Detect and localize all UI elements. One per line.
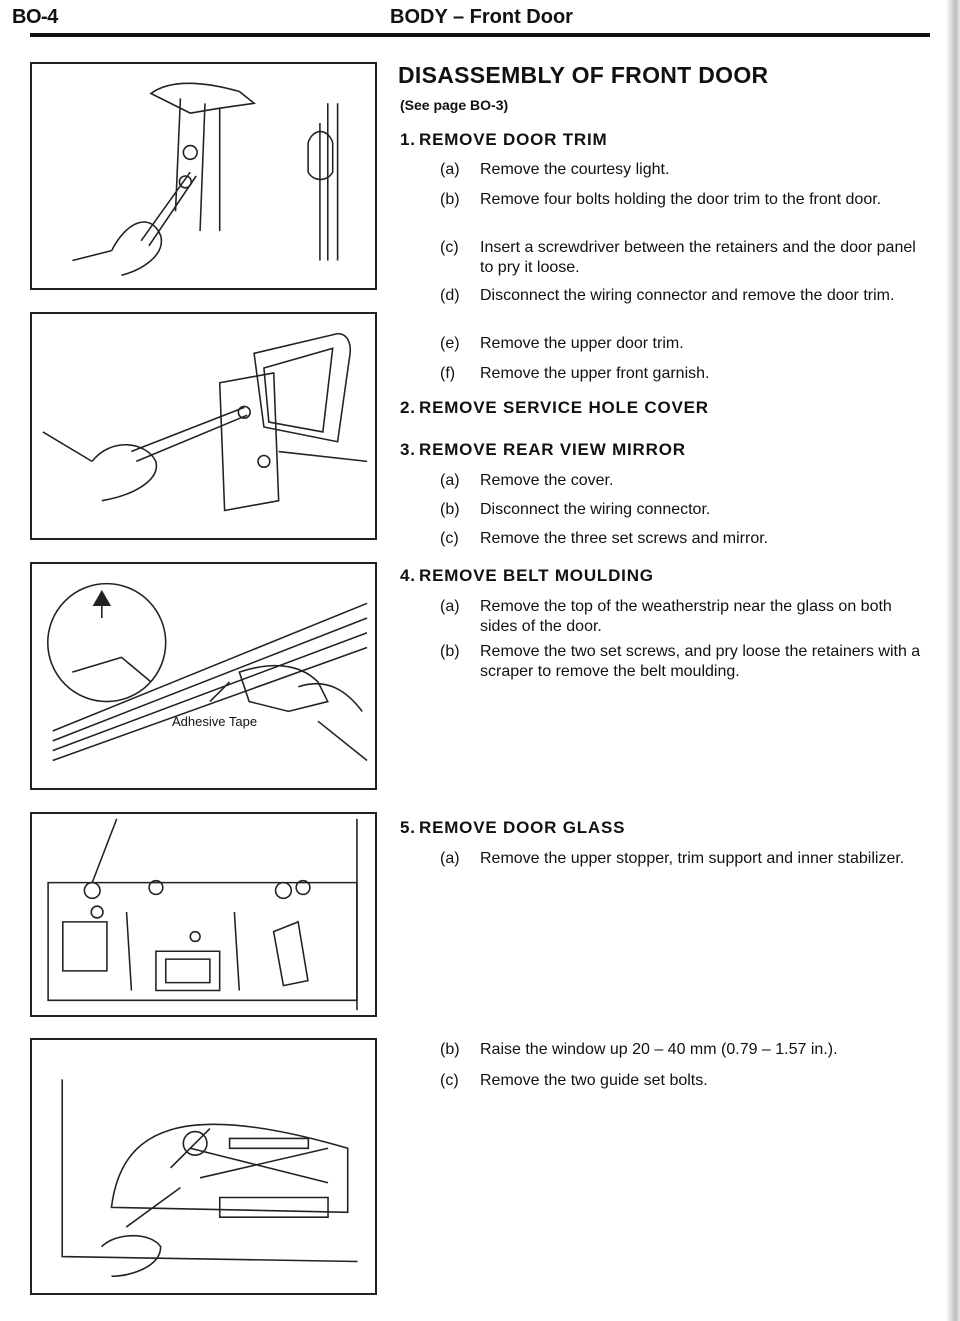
substep-text: Remove the two set screws, and pry loose the retainers with a scraper to remove the belt moulding. [480, 643, 921, 680]
step-heading: REMOVE DOOR GLASS [419, 818, 626, 837]
substep-text: Insert a screwdriver between the retainers and the door panel to pry it loose. [480, 239, 916, 276]
substep-mark: (a) [440, 472, 460, 489]
step-number: 5. [400, 818, 416, 837]
step-5 [400, 818, 626, 838]
substep-mark: (b) [440, 501, 460, 518]
substep-text: Remove the upper door trim. [480, 335, 684, 352]
running-title: BODY – Front Door [390, 6, 573, 28]
figure-rear-view-mirror [30, 312, 377, 540]
substep-mark: (b) [440, 1041, 460, 1058]
page-title: DISASSEMBLY OF FRONT DOOR [398, 62, 769, 88]
substep-mark: (c) [440, 1072, 459, 1089]
figure-door-trim-removal [30, 62, 377, 290]
step-3 [400, 440, 686, 460]
substep-mark: (d) [440, 287, 460, 304]
substep-mark: (b) [440, 191, 460, 208]
substep-text: Disconnect the wiring connector and remove the door trim. [480, 287, 895, 304]
substep-text: Remove the two guide set bolts. [480, 1072, 708, 1089]
step-number: 1. [400, 130, 416, 149]
step-1 [400, 130, 608, 150]
figure-window-regulator [30, 1038, 377, 1295]
step-heading: REMOVE REAR VIEW MIRROR [419, 440, 686, 459]
see-page-reference: (See page BO-3) [400, 97, 509, 113]
substep-mark: (a) [440, 598, 460, 615]
step-heading: REMOVE SERVICE HOLE COVER [419, 398, 709, 417]
step-heading: REMOVE DOOR TRIM [419, 130, 608, 149]
page-number: BO-4 [12, 6, 58, 28]
substep-mark: (a) [440, 850, 460, 867]
substep-mark: (a) [440, 161, 460, 178]
substep-text: Remove the top of the weatherstrip near the glass on both sides of the door. [480, 598, 892, 635]
window-regulator-illustration [32, 1040, 375, 1293]
substep-mark: (e) [440, 335, 460, 352]
substep-text: Remove the upper front garnish. [480, 365, 710, 382]
header-rule [30, 33, 930, 37]
substep-text: Disconnect the wiring connector. [480, 501, 711, 518]
step-4 [400, 566, 654, 586]
step-2 [400, 398, 709, 418]
substep-text: Remove the cover. [480, 472, 614, 489]
figure-belt-moulding [30, 562, 377, 790]
substep-mark: (c) [440, 530, 459, 547]
substep-mark: (f) [440, 365, 456, 382]
adhesive-tape-label: Adhesive Tape [172, 714, 258, 729]
step-number: 2. [400, 398, 416, 417]
page-header [0, 0, 960, 40]
step-number: 3. [400, 440, 416, 459]
substep-mark: (b) [440, 643, 460, 660]
substep-text: Remove the upper stopper, trim support and inner stabilizer. [480, 850, 905, 867]
mirror-illustration [32, 314, 375, 538]
step-number: 4. [400, 566, 416, 585]
door-panel-illustration [32, 814, 375, 1015]
page-edge-shadow [946, 0, 960, 1321]
substep-text: Raise the window up 20 – 40 mm (0.79 – 1.57 in.). [480, 1041, 838, 1058]
substep-text: Remove the three set screws and mirror. [480, 530, 769, 547]
belt-moulding-illustration [32, 564, 375, 788]
substep-text: Remove four bolts holding the door trim to the front door. [480, 191, 882, 208]
step-heading: REMOVE BELT MOULDING [419, 566, 654, 585]
door-trim-illustration [32, 64, 375, 288]
figure-door-panel [30, 812, 377, 1017]
substep-mark: (c) [440, 239, 459, 256]
substep-text: Remove the courtesy light. [480, 161, 670, 178]
